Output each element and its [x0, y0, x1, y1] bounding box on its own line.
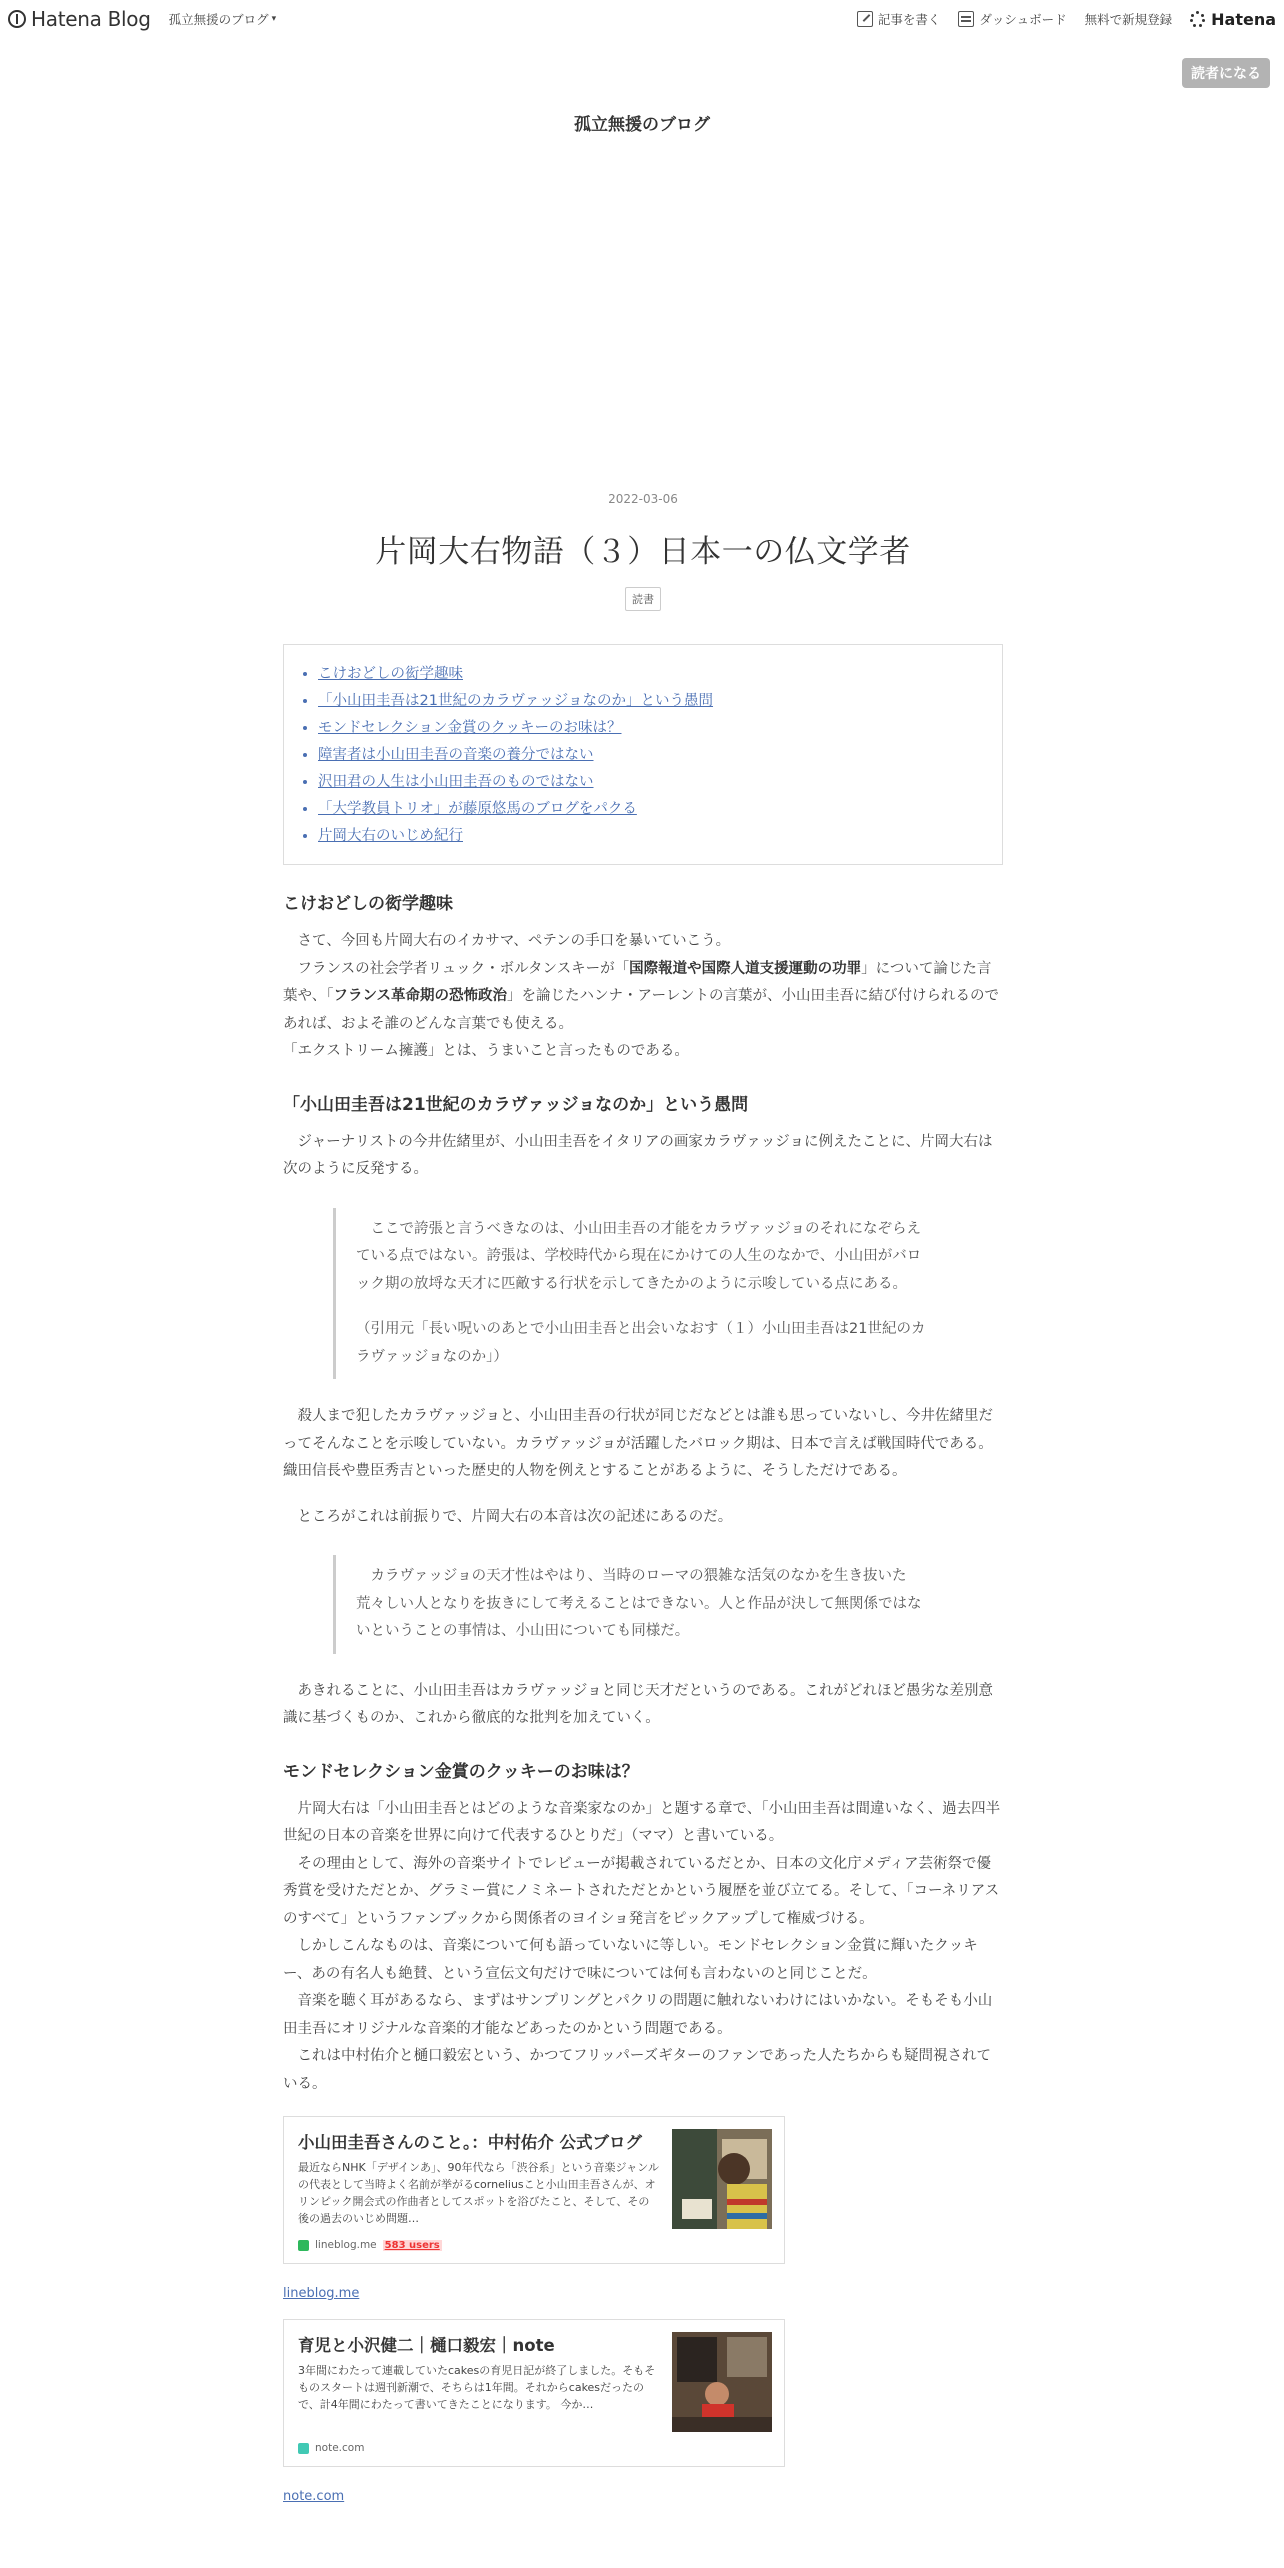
embed-card-site[interactable]: note.com	[315, 2442, 365, 2454]
toc-item	[318, 823, 982, 850]
paragraph: 「エクストリーム擁護」とは、うまいこと言ったものである。	[283, 1043, 689, 1059]
paragraph: さて、今回も片岡大右のイカサマ、ペテンの手口を暴いていこう。	[283, 933, 731, 949]
hatena-brand-label: Hatena	[1211, 9, 1276, 29]
blockquote	[333, 1555, 963, 1654]
embed-source-link[interactable]: lineblog.me	[283, 2286, 360, 2301]
section-heading: モンドセレクション金賞のクッキーのお味は？	[283, 1761, 639, 1782]
section-heading: 「小山田圭吾は21世紀のカラヴァッジョなのか」という愚問	[283, 1094, 749, 1115]
embed-card-thumbnail[interactable]	[672, 2129, 772, 2229]
toc-link[interactable]: 障害者は小山田圭吾の音楽の養分ではない	[318, 747, 594, 763]
paragraph: これは中村佑介と樋口毅宏という、かつてフリッパーズギターのファンであった人たちからも疑問視されている。	[283, 2048, 992, 2092]
text-span: 」について論じた言葉や、「	[283, 960, 992, 1004]
header-right	[857, 10, 1276, 29]
embed-card-footer	[298, 2239, 442, 2251]
site-favicon-icon	[298, 2443, 309, 2454]
bold-text: 国際報道や国際人道支援運動の功罪	[629, 960, 862, 977]
embed-card[interactable]	[283, 2319, 785, 2467]
hatena-blog-logo[interactable]	[8, 7, 151, 31]
text-span: 」を論じたハンナ・アーレントの言葉が、小山田圭吾に結び付けられるのであれば、およそ誰のどんな言葉でも使える。	[283, 988, 999, 1032]
subscribe-button[interactable]: 読者になる	[1182, 58, 1270, 88]
paragraph: 音楽を聴く耳があるなら、まずはサンプリングとパクリの問題に触れないわけにはいかない。そもそも小山田圭吾にオリジナルな音楽的才能などあったのかという問題である。	[283, 1993, 993, 2037]
bold-text: フランス革命期の恐怖政治	[333, 988, 508, 1004]
thumbnail-image	[672, 2129, 772, 2229]
dashboard-icon	[958, 11, 974, 27]
hatena-blog-logo-icon	[8, 10, 26, 28]
embed-card-description: 3年間にわたって連載していたcakesの育児日記が終了しました。そもそものスタートは週刊新潮で、そちらは1年間。それからcakesだったので、計4年間にわたって書いてきたことになります。 今か…	[298, 2364, 656, 2411]
blog-menu-label: 孤立無援のブログ	[168, 12, 269, 27]
table-of-contents	[283, 644, 1003, 865]
toc-link[interactable]: 「大学教員トリオ」が藤原悠馬のブログをパクる	[318, 801, 637, 817]
entry-date[interactable]: 2022-03-06	[608, 492, 678, 506]
bookmark-users-badge[interactable]: 583 users	[384, 2239, 440, 2251]
dashboard-label: ダッシュボード	[979, 12, 1067, 27]
embed-card-title[interactable]: 小山田圭吾さんのこと。：中村佑介 公式ブログ	[298, 2133, 642, 2152]
hatena-dots-icon	[1190, 11, 1206, 27]
embed-card-thumbnail[interactable]	[672, 2332, 772, 2432]
toc-item	[318, 796, 982, 823]
paragraph: 殺人まで犯したカラヴァッジョと、小山田圭吾の行状が同じだなどとは誰も思っていないし、今井佐緒里だってそんなことを示唆していない。カラヴァッジョが活躍したバロック期は、日本で言えば戦国時代である。織田信長や豊臣秀吉といった歴史的人物を例えとすることがあるように、そうしただけである。	[283, 1408, 994, 1479]
category-tag[interactable]: 読書	[625, 587, 661, 611]
quote-text: カラヴァッジョの天才性はやはり、当時のローマの猥雑な活気のなかを生き抜いた荒々しい人となりを抜きにして考えることはできない。人と作品が決して無関係ではないということの事情は、小山田についても同様だ。	[356, 1568, 922, 1639]
embed-card-description: 最近ならNHK「デザインあ」、90年代なら「渋谷系」という音楽ジャンルの代表として当時よく名前が挙がるcorneliusこと小山田圭吾さんが、オリンピック開会式の作曲者としてスポットを浴びたこと、そして、その後の過去のいじめ問題…	[298, 2161, 659, 2225]
paragraph: ジャーナリストの今井佐緒里が、小山田圭吾をイタリアの画家カラヴァッジョに例えたことに、片岡大右は次のように反発する。	[283, 1133, 993, 1177]
paragraph: 片岡大右は「小山田圭吾とはどのような音楽家なのか」と題する章で、「小山田圭吾は間違いなく、過去四半世紀の日本の音楽を世界に向けて代表するひとりだ」（ママ）と書いている。	[283, 1800, 1001, 1844]
paragraph: ところがこれは前振りで、片岡大右の本音は次の記述にあるのだ。	[283, 1508, 733, 1525]
toc-link[interactable]: モンドセレクション金賞のクッキーのお味は？	[318, 720, 622, 736]
quote-citation: （引用元「長い呪いのあとで小山田圭吾と出会いなおす（１）小山田圭吾は21世紀のカラヴァッジョなのか」）	[356, 1321, 926, 1365]
embed-card[interactable]	[283, 2116, 785, 2264]
write-entry-link[interactable]	[857, 10, 941, 28]
paragraph: その理由として、海外の音楽サイトでレビューが掲載されているだとか、日本の文化庁メディア芸術祭で優秀賞を受けただとか、グラミー賞にノミネートされただとかという履歴を並び立てる。そして、「コーネリアスのすべて」というファンブックから関係者のヨイショ発言をピックアップして権威づける。	[283, 1855, 1000, 1927]
signup-link[interactable]: 無料で新規登録	[1084, 12, 1173, 27]
embed-card-title[interactable]: 育児と小沢健二｜樋口毅宏｜note	[298, 2336, 555, 2355]
toc-item	[318, 661, 982, 688]
toc-link[interactable]: 「小山田圭吾は21世紀のカラヴァッジョなのか」という愚問	[318, 693, 714, 709]
global-header	[0, 0, 1284, 38]
toc-link[interactable]: 片岡大右のいじめ紀行	[318, 828, 463, 844]
embed-card-footer	[298, 2442, 364, 2454]
dashboard-link[interactable]	[958, 10, 1066, 28]
blog-menu-dropdown[interactable]	[169, 10, 277, 28]
paragraph	[283, 956, 1003, 1039]
hatena-menu[interactable]	[1190, 10, 1276, 29]
write-entry-label: 記事を書く	[877, 12, 941, 27]
text-span: フランスの社会学者リュック・ボルタンスキーが「	[283, 960, 630, 977]
paragraph: しかしこんなものは、音楽について何も語っていないに等しい。モンドセレクション金賞に輝いたクッキー、あの有名人も絶賛、という宣伝文句だけで味については何も言わないのと同じことだ。	[283, 1938, 978, 1982]
entry-title[interactable]: 片岡大右物語（３）日本一の仏文学者	[375, 534, 911, 570]
embed-source-link[interactable]: note.com	[283, 2489, 345, 2504]
logo-text: Hatena Blog	[31, 7, 151, 31]
quote-text: ここで誇張と言うべきなのは、小山田圭吾の才能をカラヴァッジョのそれになぞらえている点ではない。誇張は、学校時代から現在にかけての人生のなかで、小山田がバロック期の放埒な天才に匹敵する行状を示してきたかのように示唆している点にある。	[356, 1220, 922, 1292]
section-heading: こけおどしの衒学趣味	[283, 894, 453, 914]
embed-card-site[interactable]: lineblog.me	[315, 2239, 377, 2251]
blog-title[interactable]: 孤立無援のブログ	[574, 115, 710, 135]
toc-item	[318, 769, 982, 796]
site-favicon-icon	[298, 2240, 309, 2251]
caret-down-icon: ▾	[271, 14, 277, 24]
toc-link[interactable]: こけおどしの衒学趣味	[318, 666, 463, 682]
thumbnail-image	[672, 2332, 772, 2432]
toc-item	[318, 742, 982, 769]
toc-link[interactable]: 沢田君の人生は小山田圭吾のものではない	[318, 774, 594, 790]
category-list	[283, 587, 1003, 611]
pen-icon	[857, 11, 873, 27]
entry-article	[283, 492, 1003, 2504]
blockquote	[333, 1208, 963, 1380]
paragraph: あきれることに、小山田圭吾はカラヴァッジョと同じ天才だというのである。これがどれほど愚劣な差別意識に基づくものか、これから徹底的な批判を加えていく。	[283, 1682, 994, 1726]
toc-item	[318, 715, 982, 742]
toc-item	[318, 688, 982, 715]
